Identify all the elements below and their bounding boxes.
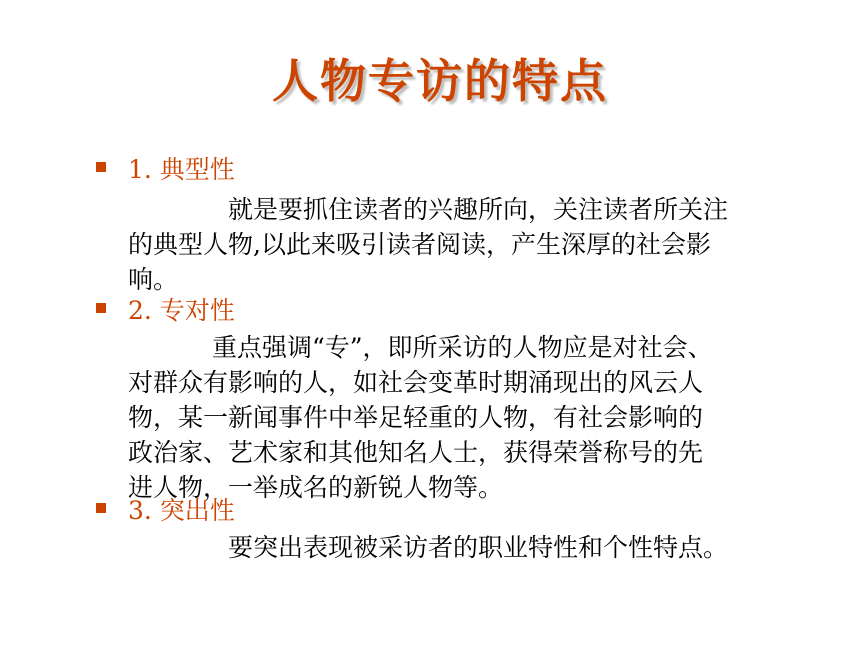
body-line: 的典型人物,以此来吸引读者阅读，产生深厚的社会影 xyxy=(128,230,711,259)
body-line: 就是要抓住读者的兴趣所向，关注读者所关注 xyxy=(228,195,729,224)
section-heading: 1. 典型性 xyxy=(128,155,235,184)
body-line: 进人物，一举成名的新锐人物等。 xyxy=(128,473,504,502)
square-bullet-icon xyxy=(96,162,106,172)
body-line: 政治家、艺术家和其他知名人士，获得荣誉称号的先 xyxy=(128,438,704,467)
body-line: 对群众有影响的人，如社会变革时期涌现出的风云人 xyxy=(128,368,704,397)
section-heading: 2. 专对性 xyxy=(128,296,235,325)
body-line: 响。 xyxy=(128,265,179,294)
body-line: 物，某一新闻事件中举足轻重的人物，有社会影响的 xyxy=(128,403,704,432)
body-line: 要突出表现被采访者的职业特性和个性特点。 xyxy=(228,533,729,562)
body-line: 重点强调“专”，即所采访的人物应是对社会、 xyxy=(212,333,713,362)
section-body xyxy=(128,530,818,565)
square-bullet-icon xyxy=(96,503,106,513)
section-body xyxy=(128,330,818,505)
slide-title: 人物专访的特点 xyxy=(272,54,608,108)
square-bullet-icon xyxy=(96,303,106,313)
section-body xyxy=(128,192,818,297)
section-heading: 3. 突出性 xyxy=(128,496,235,525)
